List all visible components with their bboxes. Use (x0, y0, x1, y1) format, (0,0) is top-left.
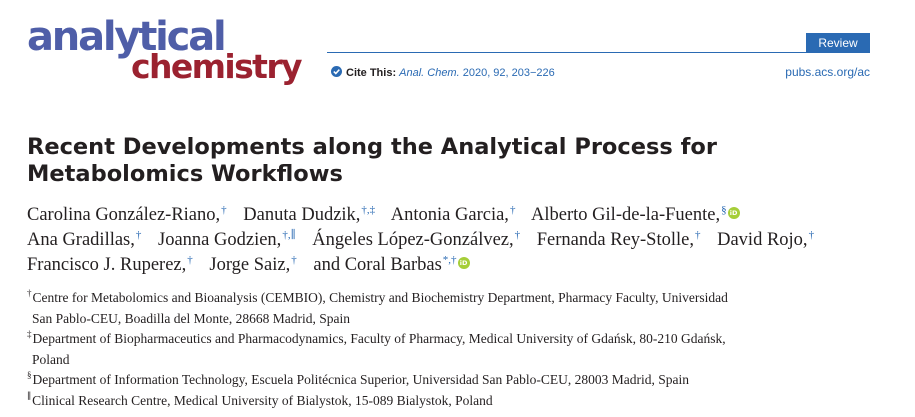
affiliation-mark: § (27, 370, 32, 380)
affiliation-marks: † (291, 254, 297, 266)
affiliation-line (27, 288, 887, 309)
orcid-icon[interactable]: iD (728, 207, 740, 219)
author-name: Carolina González-Riano, (27, 205, 221, 225)
author-line (27, 203, 887, 228)
author[interactable] (243, 205, 375, 225)
author[interactable] (27, 255, 193, 275)
affiliation-marks: † (509, 204, 516, 216)
cite-this-link[interactable] (331, 66, 555, 81)
affiliation-marks: † (135, 229, 142, 241)
affiliation-marks: § (721, 204, 727, 216)
cite-details: 2020, 92, 203−226 (462, 67, 555, 79)
article-title (27, 134, 887, 188)
author-name: Antonia Garcia, (390, 205, 509, 225)
affiliation-mark: ‡ (27, 329, 32, 339)
affiliation-line (27, 391, 887, 412)
affiliation-line (27, 329, 887, 350)
affiliation-line: Poland (32, 351, 70, 367)
author[interactable] (537, 230, 701, 250)
author-name: Joanna Godzien, (158, 230, 282, 250)
affiliation-marks: † (514, 229, 521, 241)
affiliation-marks: †,∥ (282, 229, 296, 241)
author-list (27, 203, 887, 278)
author-name: Alberto Gil-de-la-Fuente, (531, 205, 721, 225)
journal-url-link[interactable]: pubs.acs.org/ac (785, 65, 870, 79)
logo-text-analytical: analytical (27, 14, 225, 60)
author-name: David Rojo, (717, 230, 808, 250)
affiliation-list (27, 288, 887, 411)
affiliation-text: Department of Biopharmaceutics and Pharmacodynamics, Faculty of Pharmacy, Medical University of Gdańsk, 80-210 Gdańsk, (32, 331, 726, 346)
affiliation-line (27, 370, 887, 391)
checkmark-shield-icon (331, 66, 342, 81)
affiliation-text: Clinical Research Centre, Medical University of Bialystok, 15-089 Bialystok, Poland (32, 392, 493, 408)
author-name: Ángeles López-Gonzálvez, (312, 230, 514, 250)
header-rule (327, 52, 870, 53)
author-name: Danuta Dudzik, (243, 205, 361, 225)
author[interactable] (531, 205, 740, 225)
author[interactable] (158, 230, 296, 250)
logo-text-chemistry: chemistry (131, 47, 301, 86)
affiliation-marks: † (694, 229, 701, 241)
author-name: Francisco J. Ruperez, (27, 255, 187, 275)
affiliation-marks: † (187, 254, 193, 266)
journal-logo (27, 14, 327, 86)
author[interactable] (313, 255, 469, 275)
author-name: Ana Gradillas, (27, 230, 135, 250)
cite-label: Cite This: (346, 67, 397, 79)
author-name: Jorge Saiz, (209, 255, 291, 275)
author[interactable] (209, 255, 296, 275)
author-line (27, 228, 887, 253)
affiliation-marks: † (221, 204, 227, 216)
orcid-icon[interactable]: iD (458, 257, 470, 269)
author-name: and Coral Barbas (313, 255, 442, 275)
author[interactable] (717, 230, 814, 250)
affiliation-marks: *,† (442, 254, 457, 266)
affiliation-text: Department of Information Technology, Escuela Politécnica Superior, Universidad San Pablo-CEU, 28003 Madrid, Spain (32, 372, 689, 387)
affiliation-marks: †,‡ (361, 204, 376, 216)
cite-journal: Anal. Chem. (399, 67, 460, 79)
author-line (27, 253, 887, 278)
affiliation-text: Centre for Metabolomics and Bioanalysis (CEMBIO), Chemistry and Biochemistry Department, Pharmacy Faculty, Universidad (32, 290, 728, 305)
title-line-1: Recent Developments along the Analytical Process for (27, 134, 717, 160)
author[interactable] (391, 205, 516, 225)
article-type-badge: Review (806, 33, 870, 53)
author[interactable] (312, 230, 520, 250)
affiliation-marks: † (808, 229, 815, 241)
author[interactable] (27, 205, 227, 225)
author[interactable] (27, 230, 141, 250)
affiliation-mark: ∥ (27, 390, 32, 401)
affiliation-mark: † (27, 288, 32, 298)
author-name: Fernanda Rey-Stolle, (536, 230, 694, 250)
affiliation-line: San Pablo-CEU, Boadilla del Monte, 28668 Madrid, Spain (32, 310, 350, 326)
title-line-2: Metabolomics Workflows (27, 161, 343, 187)
